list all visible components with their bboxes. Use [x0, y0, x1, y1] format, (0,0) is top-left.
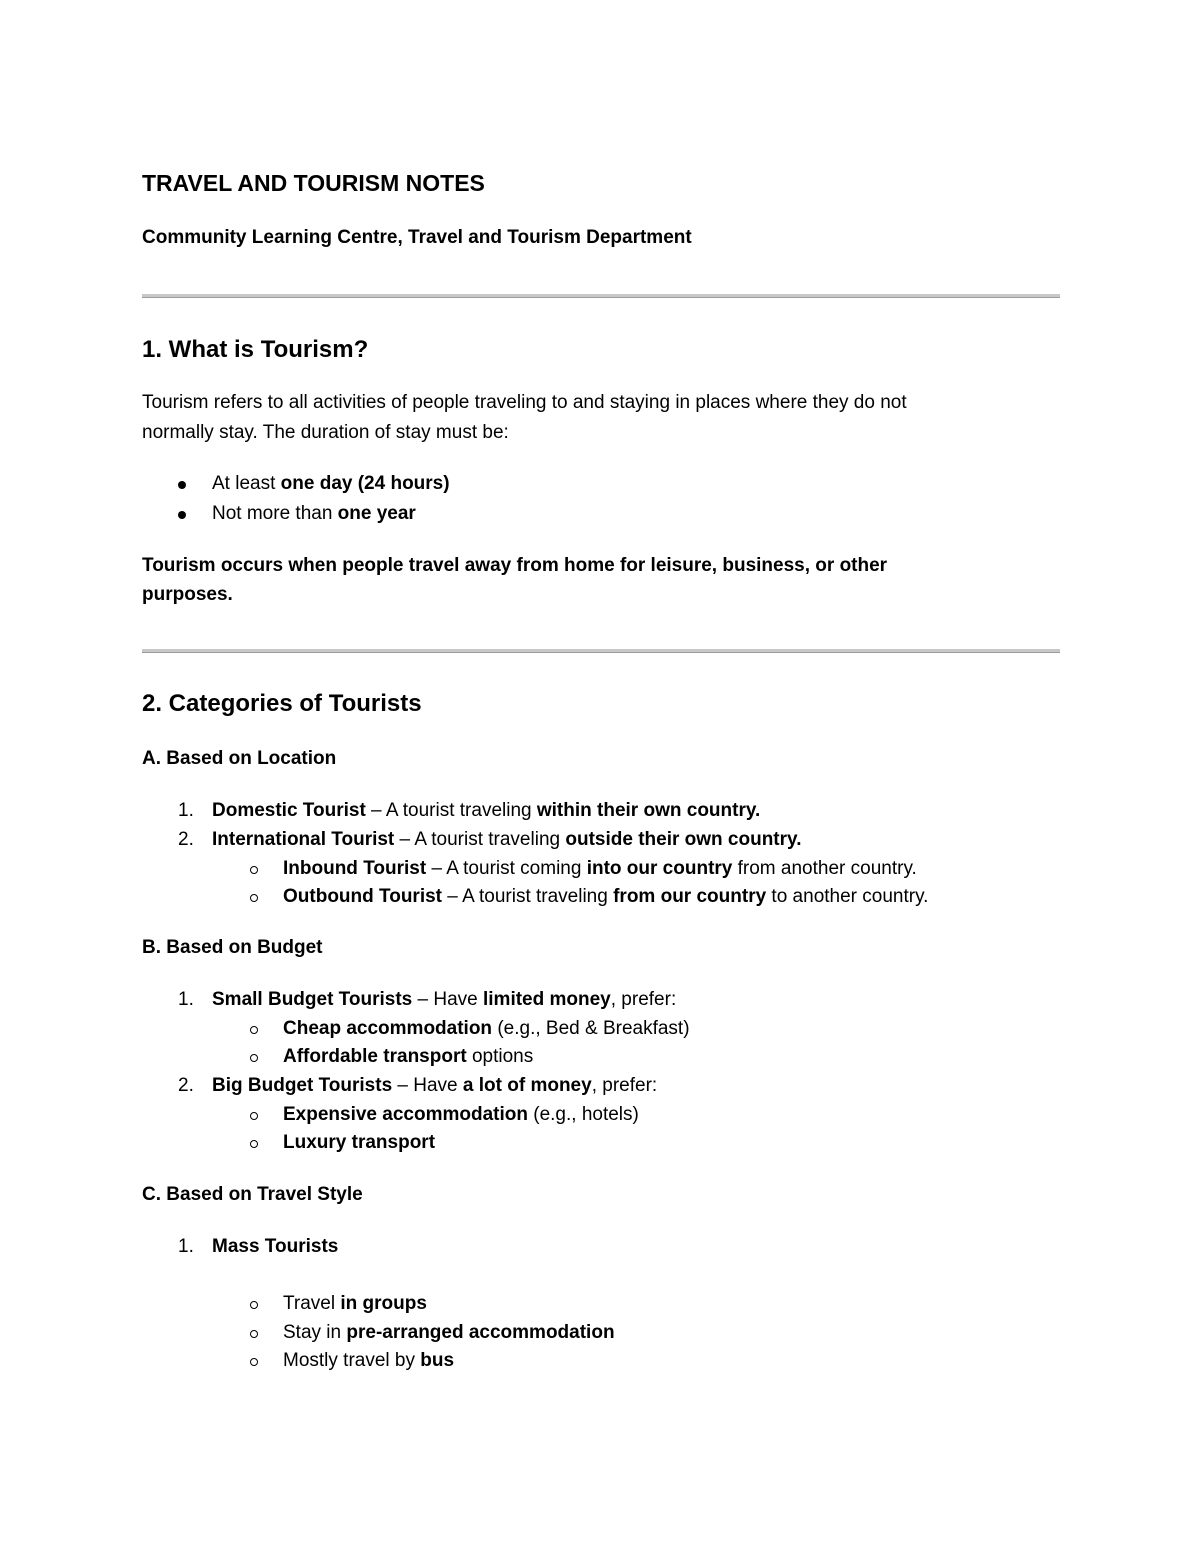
document-subtitle: Community Learning Centre, Travel and Tourism Department	[142, 227, 692, 248]
horizontal-rule	[142, 294, 1060, 298]
bullet-circle-icon	[250, 1301, 258, 1309]
section-heading-categories: 2. Categories of Tourists	[142, 690, 422, 717]
list-item-domestic-tourist: Domestic Tourist – A tourist traveling within their own country.	[212, 800, 761, 821]
sub-heading-budget: B. Based on Budget	[142, 937, 323, 958]
list-item-affordable-transport: Affordable transport options	[283, 1046, 534, 1067]
bullet-dot-icon	[178, 511, 186, 519]
bullet-circle-icon	[250, 1112, 258, 1120]
bullet-circle-icon	[250, 1026, 258, 1034]
list-number: 1.	[178, 989, 194, 1010]
bullet-circle-icon	[250, 1140, 258, 1148]
bullet-circle-icon	[250, 866, 258, 874]
list-item-luxury-transport: Luxury transport	[283, 1132, 436, 1153]
bullet-circle-icon	[250, 1330, 258, 1338]
list-number: 2.	[178, 1075, 194, 1096]
section-heading-what-is-tourism: 1. What is Tourism?	[142, 336, 369, 363]
list-item-big-budget: Big Budget Tourists – Have a lot of money, prefer:	[212, 1075, 658, 1096]
intro-text-line: Tourism refers to all activities of people traveling to and staying in places where they do not	[142, 392, 907, 413]
summary-text-line: purposes.	[142, 584, 233, 605]
list-number: 2.	[178, 829, 194, 850]
list-item-international-tourist: International Tourist – A tourist traveling outside their own country.	[212, 829, 802, 850]
sub-heading-travel-style: C. Based on Travel Style	[142, 1184, 363, 1205]
summary-text-line: Tourism occurs when people travel away from home for leisure, business, or other	[142, 555, 888, 576]
list-number: 1.	[178, 800, 194, 821]
bullet-dot-icon	[178, 481, 186, 489]
list-item-travel-groups: Travel in groups	[283, 1293, 427, 1314]
list-number: 1.	[178, 1236, 194, 1257]
list-item-expensive-accommodation: Expensive accommodation (e.g., hotels)	[283, 1104, 639, 1125]
bullet-circle-icon	[250, 1358, 258, 1366]
list-item-duration-max: Not more than one year	[212, 503, 416, 524]
horizontal-rule	[142, 649, 1060, 653]
list-item-duration-min: At least one day (24 hours)	[212, 473, 450, 494]
list-item-outbound-tourist: Outbound Tourist – A tourist traveling from our country to another country.	[283, 886, 929, 907]
list-item-cheap-accommodation: Cheap accommodation (e.g., Bed & Breakfast)	[283, 1018, 690, 1039]
list-item-inbound-tourist: Inbound Tourist – A tourist coming into our country from another country.	[283, 858, 917, 879]
intro-text-line: normally stay. The duration of stay must be:	[142, 422, 509, 443]
bullet-circle-icon	[250, 894, 258, 902]
document-title: TRAVEL AND TOURISM NOTES	[142, 170, 485, 196]
sub-heading-location: A. Based on Location	[142, 748, 337, 769]
bullet-circle-icon	[250, 1054, 258, 1062]
list-item-travel-bus: Mostly travel by bus	[283, 1350, 455, 1371]
list-item-mass-tourists: Mass Tourists	[212, 1236, 339, 1257]
list-item-pre-arranged: Stay in pre-arranged accommodation	[283, 1322, 615, 1343]
list-item-small-budget: Small Budget Tourists – Have limited money, prefer:	[212, 989, 677, 1010]
